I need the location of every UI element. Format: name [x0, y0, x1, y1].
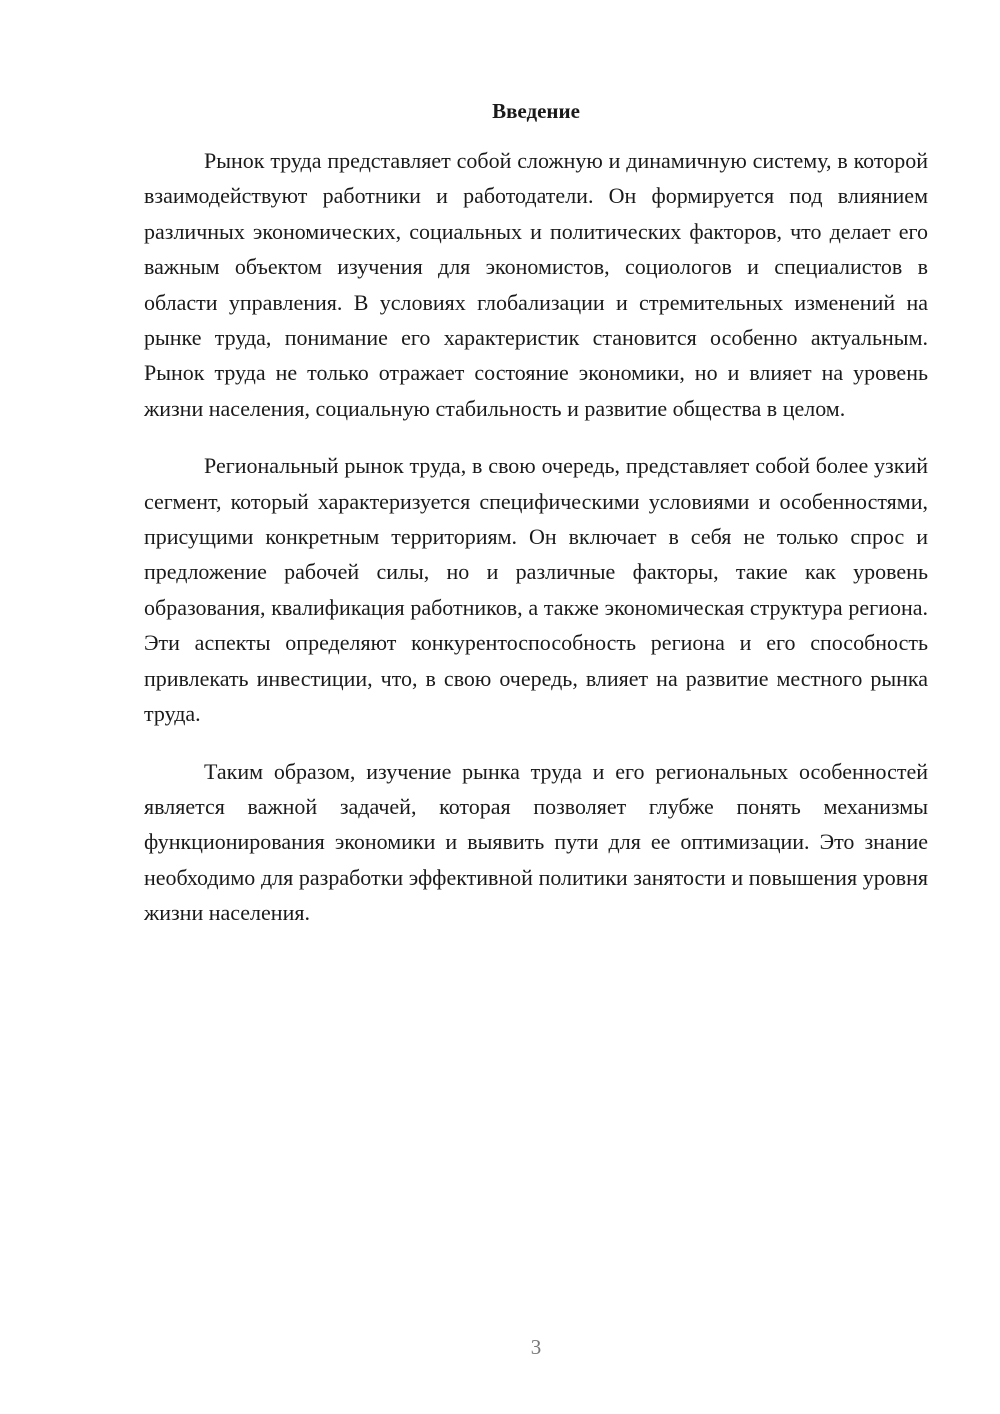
paragraph-2: Региональный рынок труда, в свою очередь, представляет собой более узкий сегмент, который характеризуется специфическими условиями и особенностями, присущими конкретным территориям. Он включает в себя не только спрос и предложение рабочей силы, но и различные факторы, такие как уровень образования, квалификация работников, а также экономическая структура региона. Эти аспекты определяют конкурентоспособность региона и его способность привлекать инвестиции, что, в свою очередь, влияет на развитие местного рынка труда.: [144, 453, 928, 727]
paragraph-1: Рынок труда представляет собой сложную и динамичную систему, в которой взаимодействуют работники и работодатели. Он формируется под влиянием различных экономических, социальных и политических факторов, что делает его важным объектом изучения для экономистов, социологов и специалистов в области управления. В условиях глобализации и стремительных изменений на рынке труда, понимание его характеристик становится особенно актуальным. Рынок труда не только отражает состояние экономики, но и влияет на уровень жизни населения, социальную стабильность и развитие общества в целом.: [144, 148, 928, 421]
paragraph-3: Таким образом, изучение рынка труда и его региональных особенностей является важной задачей, которая позволяет глубже понять механизмы функционирования экономики и выявить пути для ее оптимизации. Это знание необходимо для разработки эффективной политики занятости и повышения уровня жизни населения.: [144, 758, 928, 926]
page-number: 3: [530, 1335, 542, 1359]
body-text: [144, 143, 928, 953]
section-heading: Введение: [492, 99, 580, 123]
